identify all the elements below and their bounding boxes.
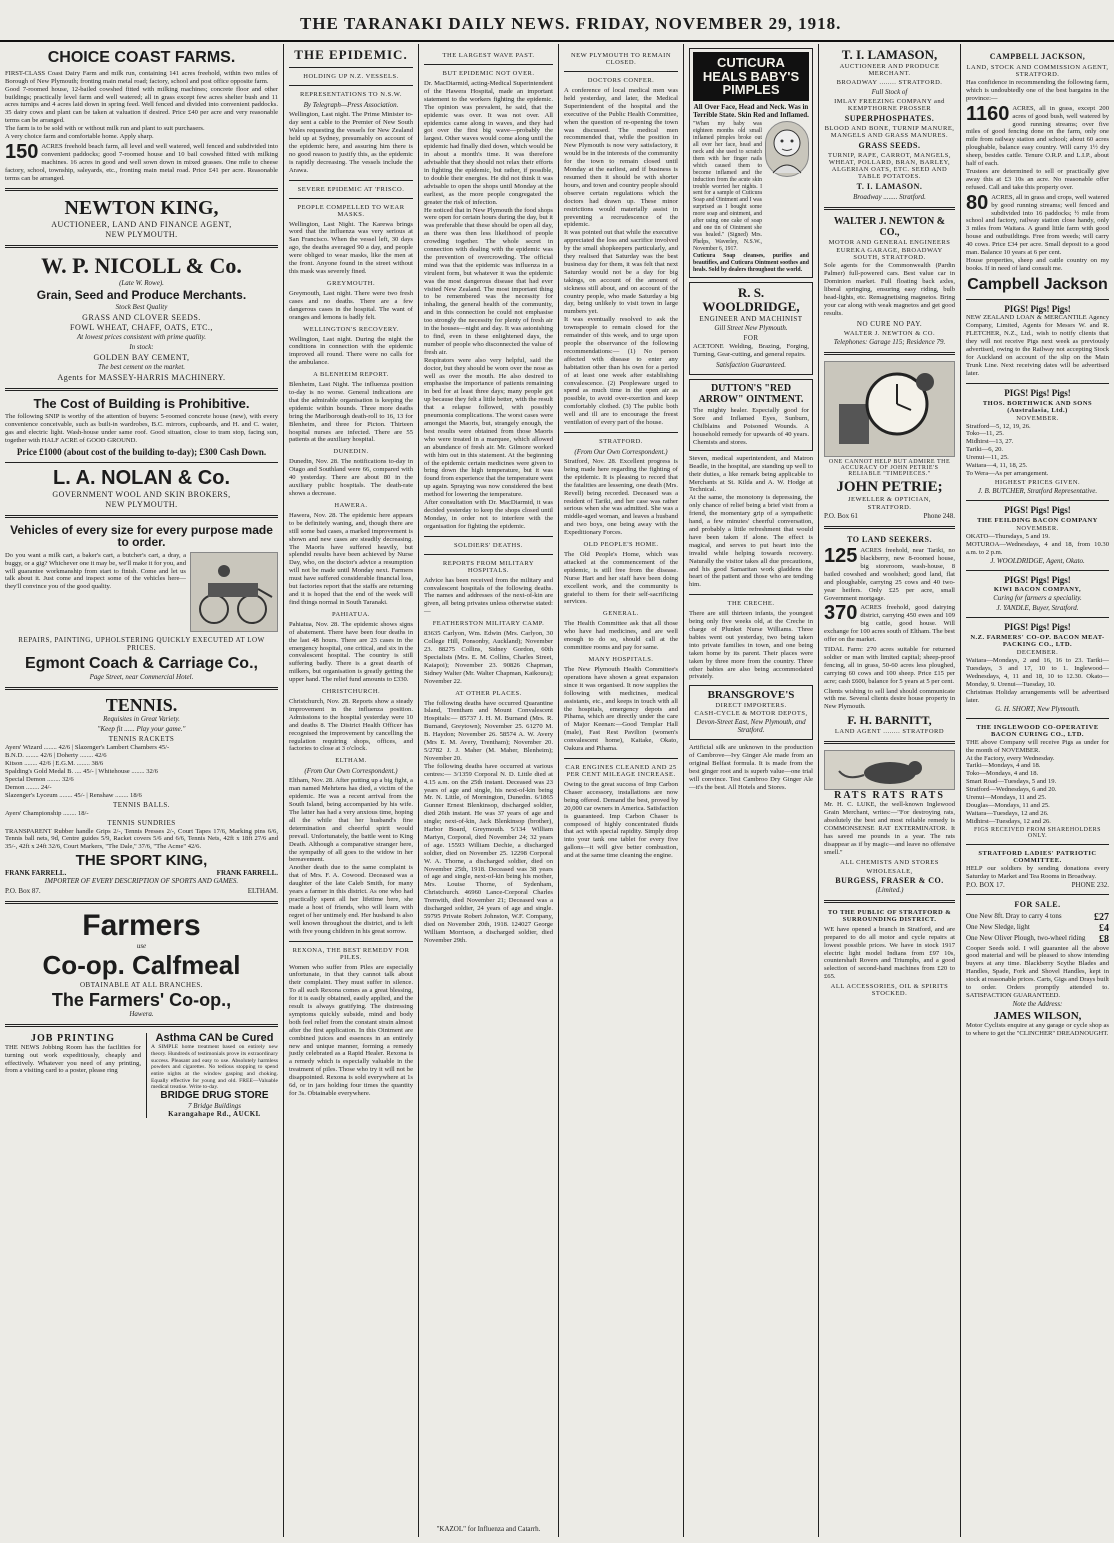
pigs-heading: PIGS! Pigs! Pigs!: [1004, 622, 1071, 633]
story-heading: PAHIATUA.: [331, 610, 371, 618]
story-heading: CAR ENGINES CLEANED AND 25 PER CENT MILEAGE INCREASE.: [565, 763, 677, 778]
ad-text: TRANSPARENT Rubber handle Grips 2/-, Tennis Presses 2/-, Court Tapes 17/6, Marking pins 6/6, Tennis ball nets, 9d, Centre guides 5/9, Racket covers 5/6 and 6/6, Tennis Nets, 42ft x 18ft 27/6 and 35/-, 42ft x 24ft 32/6, Court Markers, "The Dale," 37/6, "The Acme" 42/6.: [5, 827, 278, 851]
ad-title: W. P. NICOLL & Co.: [41, 253, 242, 279]
ad-line: FOWL WHEAT, CHAFF, OATS, ETC.,: [70, 323, 213, 333]
ad-subtitle: NEW PLYMOUTH.: [105, 499, 178, 509]
ad-text: Mr. H. C. LUKE, the well-known Inglewood Grain Merchant, writes:—"For destroying rats, absolutely the best and most reliable remedy is COMMONSENSE RAT EXTERMINATOR. It has saved me pounds in a year. The rats disappear as if by magic—and leave no offensive smell.": [824, 801, 955, 856]
ad-subtitle: EUREKA GARAGE, BROADWAY SOUTH, STRATFORD.: [836, 247, 943, 262]
ad-line: BLOOD AND BONE, TURNIP MANURE, MANGELS AND GRASS MANURES.: [824, 125, 955, 140]
ad-subtitle: Gill Street New Plymouth.: [714, 324, 788, 333]
clock-face-illustration: [824, 361, 955, 457]
ad-title: R. S. WOOLDRIDGE,: [702, 284, 800, 315]
ad-line: Agents for MASSEY-HARRIS MACHINERY.: [57, 373, 226, 383]
story-text: Owing to the great success of Imp Carbon Chaser accessory, installations are now being offered. Demand the best, proved by 20,000 car owners in America. Satisfaction is guaranteed. Imp Carbon Chaser is composed of highly concentrated fluids that act with special rapidity. Simply drop into your tank one tablet for every five gallons—it will give better combustion, and at the same time cleaning the engine.: [564, 780, 678, 860]
price-line: Spalding's Gold Medal B. .... 45/- | Whitehouse ........ 32/6: [5, 768, 158, 776]
ad-text: TIDAL Farm: 270 acres suitable for returned soldier or man with limited capital; sheep-proof fencing, all in grass, 50-60 acres less ploughed, carrying 60 cows and 100 sheep. Price £15 per acre; cash £600, balance for 5 years at 5 per cent.: [824, 646, 955, 685]
ad-title: Egmont Coach & Carriage Co.,: [25, 654, 258, 672]
ad-title: N.Z. FARMERS' CO-OP. BACON MEAT-PACKING CO., LTD.: [970, 634, 1105, 649]
story-text: The following deaths have occurred at various centres:— 3/1359 Corporal N. D. Little died at 4.15 a.m. on the 25th instant. Deceased was 23 years of age and single, his next-of-kin being Mr. N. Little, of Mornington, Dunedin. 6/1865 Gunner Ernest Blenkinsop, discharged soldier, died 26th instant. He was 37 years of age and single; next-of-kin, Jack Blenkinsop (brother), Harbor Board, Greymouth. 5/134 William Martyn, Corporal, died November 24; 32 years of age. 15593 William Dechie, a discharged soldier, died on November 25. 12298 Corporal W. A. Thorne, a discharged soldier, died on November 25th, 1918. Deceased was 38 years of age and single, next-of-kin being his mother, Mrs. Louise Thorne, of Sydenham, Christchurch. 46960 Lance-Corporal Charles Trenwith, died November 21; Deceased was a discharged soldier, 24 years of age and single. 59795 Private Robert Johnston, W.F. Company, died on November 20th, 1918. 124027 George William Morrison, a discharged soldier, died November 29th.: [424, 762, 553, 944]
story-text: A conference of local medical men was held yesterday, and later, the Medical Superintendent of the hospital and the executive of the Public Health Committee, when the question of re-opening the town was discussed. The medical men recommended that, while the position in New Plymouth is now very satisfactory, it would be in the interests of the community for the town to remain closed until Monday at the earliest, and if business is resumed then it should be with shorter hours, and town and country people should observe certain regulations which the doctors had drawn up. These minor restrictions would materially assist in preventing a recrudescence of the epidemic.: [564, 87, 678, 229]
story-heading: REPRESENTATIONS TO N.S.W.: [300, 91, 402, 99]
column-news-3: [419, 44, 558, 1535]
ad-text: THE above Company will receive Pigs as under for the month of NOVEMBER.: [966, 738, 1109, 754]
column-news-5: [684, 44, 818, 1535]
price-line: Demon ........ 24/-: [5, 783, 52, 791]
ad-subtitle: Karangahape Rd., AUCKL: [168, 1109, 261, 1118]
column-ads-left: [0, 44, 283, 1535]
schedule-line: Stratford—5, 12, 19, 26.: [966, 422, 1031, 430]
pigs-heading: PIGS! Pigs! Pigs!: [1004, 574, 1071, 585]
ad-subtitle: 7 Bridge Buildings: [188, 1101, 241, 1110]
ad-text: The mighty healer. Especially good for Sore and Inflamed Eyes, Sunburn, Chilblains and Poisoned Wounds. A household remedy for upwards of 40 years. Chemists and stores.: [693, 407, 809, 446]
ad-title: KIWI BACON COMPANY,: [993, 586, 1082, 594]
nicoll-ad: [5, 254, 278, 382]
ad-subtitle: All Over Face, Head and Neck. Was in Terrible State. Skin Red and Inflamed.: [693, 102, 809, 119]
byline: (From Our Own Correspondent.): [304, 767, 398, 776]
masthead-title: THE TARANAKI DAILY NEWS. FRIDAY, NOVEMBER 29, 1918.: [300, 14, 842, 33]
story-text: Advice has been received from the military and convalescent hospitals of the following deaths. The names and addresses of the next-of-kin are given, all being privates unless otherwise stated:—: [424, 576, 553, 616]
price-line: Special Demon ........ 32/6: [5, 775, 74, 783]
sale-item: One New Oliver Plough, two-wheel riding: [966, 933, 1086, 942]
ad-text: "When my baby was eighteen months old small inflamed pimples broke out all over her face, head and neck and she used to scratch them with her finger nails which caused them to become inflamed and the induction from the acute skin trouble worried her nights. I sent for a sample of Cuticura Soap and Ointment and I was surprised as I bought some more soap and ointment, and after using one cake of soap and one tin of Ointment she was healed." (Signed) Mrs. Phelps, Waverley, N.S.W., November 6, 1917.: [693, 120, 762, 253]
ad-subtitle: (Late W. Rowe).: [119, 278, 164, 287]
column-ads-6: [819, 44, 960, 1535]
ad-line: (Limited.): [875, 885, 904, 894]
ad-phone: PHONE 232.: [1071, 880, 1109, 889]
story-text: Greymouth, Last night. There were two fresh cases and no deaths. There are a few dangerous cases in the hospital. The want of oranges and lemons is badly felt.: [289, 289, 413, 321]
ad-title: THOS. BORTHWICK AND SONS (Australasia, Ltd.): [982, 399, 1093, 414]
ad-title: DUTTON'S "RED ARROW" OINTMENT.: [698, 383, 804, 406]
schedule-line: Douglas—Mondays, 11 and 25.: [966, 802, 1050, 809]
ad-name: BRIDGE DRUG STORE: [160, 1090, 269, 1102]
ad-text: Do you want a milk cart, a baker's cart, a butcher's cart, a dray, a buggy, or a gig? Whichever one it may be, we'll make it for you, and will guarantee workmanship from start to finish. Come and let us talk about it. Just come and inspect some of the vehicles here—they'll convince you of the good quality.: [5, 551, 186, 591]
ad-subtitle: LAND AGENT ........ STRATFORD: [834, 728, 945, 736]
tennis-ad: [5, 696, 278, 896]
story-text: Christchurch, Nov. 28. Reports show a steady improvement in the influenza position. Admissions to the hospital yesterday were 10 and deaths 8. The District Health Officer has recognised the improvement by cancelling the regulation requiring shops, offices, and factories to close at 3 o'clock.: [289, 698, 413, 753]
ad-title: Vehicles of every size for every purpose made to order.: [10, 522, 273, 550]
ad-text: THE NEWS Jobbing Room has the facilities for turning out work expeditiously, cheaply and effectively. Whatever you need of any printing, from a visiting card to a poster, please ring: [5, 1043, 141, 1075]
wooldridge-ad: [689, 282, 813, 375]
story-heading: THE LARGEST WAVE PAST.: [442, 52, 535, 59]
petrie-ad: [824, 361, 955, 521]
ad-text: A very choice farm and comfortable home. Apply sharp.: [5, 133, 154, 141]
acreage-number: 125: [824, 545, 858, 568]
ad-price: Price £1000 (about cost of the building to-day); £300 Cash Down.: [16, 446, 267, 457]
price-line: Slazenger's Lyceum ........ 45/- | Renshaw ........ 18/6: [5, 791, 142, 799]
schedule-line: Tariki—Mondays, 4 and 18.: [966, 762, 1041, 770]
ad-line: T. I. LAMASON.: [856, 182, 923, 192]
story-text: After consultation with Dr. MacDiarmid, it was decided yesterday to keep the shops closed until Monday, in order not to interfere with the organisation for fighting the epidemic.: [424, 499, 553, 530]
ad-line: Telephones: Garage 115; Residence 79.: [833, 337, 946, 346]
ad-text: Motor Cyclists enquire at any garage or cycle shop as to where to get the "CLINCHER" DREADNOUGHT.: [966, 1021, 1109, 1037]
story-text: At the same, the monotony is depressing, the only chance of relief being a brief visit from a friend, the momentary grip of a sympathetic hand, a few minutes' cheerful conversation, and probably a little refreshment that would have been taken if alone. The effect is magical, and serves to put heart into the invalid while helping towards recovery. Naturally the visitor takes all due precautions, and his good Samaritan work gladdens the heart of the patient and those who are tending him.: [689, 494, 813, 589]
ad-text: NEW ZEALAND LOAN & MERCANTILE Agency Company, Limited, Agents for Messrs W. and R. FLETCHER, N.Z., Ltd., wish to notify clients that they will not receive Pigs next week as previously advertised, owing to the Railway not accepting Stock for Auckland on account of the slip on the Main Trunk Line. Next receiving dates will be advertised later.: [966, 314, 1109, 377]
ad-box: P.O. BOX 17.: [966, 880, 1005, 889]
story-text: Artificial silk are unknown in the production of Cambrove—Ivy Ginger Ale made from an original Belfast formula. It is made from the best ginger root and is superb value—one trial will convince. Test Cambroo Dry Ginger Ale—it's the best. All Hotels and Stores.: [689, 744, 813, 792]
ad-box: P.O. Box 61: [824, 512, 858, 521]
choice-coast-farms-ad: [5, 50, 278, 182]
ad-line: NO CURE NO PAY.: [856, 319, 923, 328]
ad-text: Has confidence in recommending the following farm, which is undoubtedly one of the best bargains in the province:—: [966, 79, 1109, 102]
for-sale-ad: [966, 900, 1109, 1038]
column-epidemic: [284, 44, 418, 1535]
baby-portrait-image: [765, 121, 809, 177]
column-news-4: [559, 44, 683, 1535]
ad-line: J. WOOLDRIDGE, Agent, Okato.: [990, 556, 1085, 565]
ad-subtitle: MOTOR AND GENERAL ENGINEERS: [828, 239, 951, 247]
story-heading: SOLDIERS' DEATHS.: [454, 541, 523, 549]
lamason-ad: [824, 48, 955, 201]
ad-subtitle: "Keep fit ...... Play your game.": [97, 725, 186, 734]
ad-title: JOHN PETRIE;: [836, 478, 943, 495]
story-text: The Old People's Home, which was attacked at the commencement of the epidemic, is still free from the disease. Nurse Hart and her staff have been doing excellent work, and the community is grateful to them for their self-sacrificing services.: [564, 551, 678, 606]
newton-king-ad: [5, 197, 278, 239]
ad-title: STRATFORD LADIES' PATRIOTIC COMMITTEE.: [978, 849, 1097, 864]
story-text: Dunedin, Nov. 28. The notifications to-day in Otago and Southland were 66, compared with 40 yesterday. There are about 80 in the auxiliary public hospitals. The death-rate shows a decrease.: [289, 458, 413, 498]
ad-subtitle: ENGINEER AND MACHINIST: [699, 315, 803, 324]
sale-item: One New 8ft. Dray to carry 4 tons: [966, 911, 1062, 920]
sale-price: £4: [1099, 922, 1109, 934]
ad-subtitle: Page Street, near Commercial Hotel.: [89, 672, 194, 681]
ad-text: Cuticura Soap cleanses, purifies and beautifies, and Cuticura Ointment soothes and heals. Sold by dealers throughout the world.: [693, 253, 809, 273]
story-text: 83635 Carlyon, Wm. Edwin (Mrs. Carlyon, 30 College Hill, Ponsonby, Auckland); November 23. 88275 Collins, Sidney Gordon, 60th Specialists (Mrs. E. M. Collins, Charles Street, Kaiapoi); November 23. 90826 Chapman, Sidney Walter (Mr. Walter Chapman, Kaikoura); November 22.: [424, 630, 553, 685]
land-seekers-ad: [824, 535, 955, 735]
ad-text: ACETONE Welding, Brazing, Forging, Turning, Gear-cutting, and general repairs.: [693, 343, 809, 359]
story-heading: STRATFORD.: [599, 437, 643, 445]
farmers-calfmeal-ad: [5, 910, 278, 1018]
ad-text: WE have opened a branch in Stratford, and are prepared to do all motor and cycle repairs at lowest possible prices. We have in stock 1917 electric light model Indians from £97 10s, countershaft Rovers and Triumphs, and a good selection of second-hand machines from £20 to £65.: [824, 925, 955, 981]
footer-ad: "KAZOL" for Influenza and Catarrh.: [419, 1525, 558, 1533]
story-heading: MANY HOSPITALS.: [588, 656, 654, 663]
schedule-line: Urenui—Mondays, 11 and 25.: [966, 794, 1047, 802]
ad-logo: Campbell Jackson: [967, 275, 1108, 293]
schedule-line: Midhirst—13, 27.: [966, 438, 1014, 446]
byline: By Telegraph—Press Association.: [303, 101, 399, 110]
ad-text: Good 7-roomed house, 12-bailed cowshed fitted with milking machines; concrete floor and other buildings; practically level farm and well watered; all in grass except few acres shelter bush and 11 acres turnips and 4 acres laid down in spring feed. Well fenced and divided into convenient paddocks. 35 dairy cows and plant can be taken at valuation if desired. Price £40 per acre and very reasonable terms can be arranged.: [5, 85, 278, 125]
sale-item: One New Sledge, light: [966, 922, 1030, 931]
ad-text: Clients wishing to sell land should communicate with me. Several clients desire house property in New Plymouth.: [824, 687, 955, 711]
ad-title: WALTER J. NEWTON & CO.,: [833, 216, 946, 239]
acreage-number: 80: [966, 191, 989, 214]
ad-line: G. H. SHORT, New Plymouth.: [995, 704, 1080, 713]
pigs-heading: PIGS! Pigs! Pigs!: [1004, 504, 1071, 515]
story-heading: HOLDING UP N.Z. VESSELS.: [303, 73, 399, 81]
ad-title: JOB PRINTING: [31, 1032, 115, 1044]
ad-subtitle: STRATFORD.: [867, 504, 912, 512]
ad-text: ACRES, all in grass and crops, well watered by good running streams; well fenced and subdivided into 16 paddocks; ½ mile from school and factory, railway station close handy, only 3 miles from Waitara. A grand little farm with good house and outbuildings. Free from weeds; will carry 40 cows. Price £34 per acre. Small deposit to a good man. Balance 10 years at 6 per cent.: [966, 193, 1109, 257]
ad-title: BRANSGROVE'S: [707, 689, 795, 702]
ad-title: L. A. NOLAN & Co.: [52, 466, 231, 489]
ad-text: FIRST-CLASS Coast Dairy Farm and milk run, containing 141 acres freehold, within two miles of Borough of New Plymouth; fronting main metal road; factory, school and post office opposite farm.: [5, 69, 278, 85]
ad-subtitle: OBTAINABLE AT ALL BRANCHES.: [79, 980, 203, 989]
ad-title: Asthma CAN be Cured: [155, 1031, 274, 1044]
story-heading: DOCTORS CONFER.: [587, 77, 655, 84]
ad-title: FOR SALE.: [1014, 899, 1061, 909]
ad-line: J. YANDLE, Buyer, Stratford.: [996, 604, 1079, 613]
ad-line: J. B. BUTCHER, Stratford Representative.: [977, 486, 1098, 495]
ad-line: BURGESS, FRASER & CO.: [835, 875, 944, 885]
ad-name: FRANK FARRELL.: [5, 869, 67, 878]
ad-subtitle: JEWELLER & OPTICIAN,: [847, 496, 932, 504]
schedule-line: Smart Road—Tuesdays, 5 and 19.: [966, 778, 1057, 786]
story-text: Dr. MacDiarmid, acting-Medical Superintendent of the Hawera Hospital, made an important statement to the workers fighting the epidemic. The opinion was prevalent, he said, that the epidemic was over. It was not over. All epidemics came along in waves, and they had got over the first big wave—probably the largest. Other waves would come along until the epidemic had finally died down, which would be in about a month's time. It was therefore advisable that they should not relax their efforts in fighting the epidemic, but rather, if possible, to double their energies. He did not think it was advisable to open the shops until Monday at the earliest, as the more people congregated the greater the risk of infection.: [424, 80, 553, 206]
ad-title: The Cost of Building is Prohibitive.: [33, 396, 250, 412]
ad-line: FIGS RECEIVED FROM SHAREHOLDERS ONLY.: [973, 826, 1101, 839]
ad-phone: Phone 248.: [923, 512, 955, 521]
story-heading: HAWERA.: [334, 501, 368, 509]
ad-subtitle: Hawera.: [129, 1009, 154, 1018]
vehicles-ad: [5, 524, 278, 681]
ad-subtitle: DIRECT IMPORTERS.: [715, 702, 787, 710]
ad-text: The farm is to be sold with or without milk run and plant to suit purchasers.: [5, 125, 205, 133]
ad-box: P.O. Box 87.: [5, 887, 41, 896]
story-text: Wellington, Last Night. The Karewa brings word that the influenza was very serious at San Francisco. When the vessel left, 30 days ago, the deaths averaged 90 a day, and people were obliged to wear masks, like the men at the front. Anyone found in the street without this mask was severely fined.: [289, 220, 413, 275]
motor-repairs-ad: [824, 909, 955, 997]
ad-title: Co-op. Calfmeal: [42, 949, 241, 980]
rat-exterminator-ad: [824, 750, 955, 893]
ad-line: NOVEMBER.: [1016, 524, 1059, 532]
rat-illustration: [824, 750, 955, 790]
acreage-number: 370: [824, 602, 858, 625]
ad-heading: TENNIS SUNDRIES: [107, 818, 176, 827]
sale-price: £27: [1094, 911, 1109, 923]
walter-newton-ad: [824, 216, 955, 345]
ad-title: The Farmers' Co-op.,: [51, 989, 232, 1010]
ad-line: Note the Address:: [1012, 999, 1063, 1008]
ad-text: ACRES, all in grass, except 200 acres of good bush, well watered by good running streams; over five miles of good fencing done on the farm, only one mile from railway station and school; about 60 acres ploughable, balance easy country. Will carry 1½ dry sheep, besides cattle. Tenure O.R.P. and L.I.P., about half of each.: [966, 104, 1109, 168]
ad-subtitle: CASH-CYCLE & MOTOR DEPOTS,: [694, 710, 808, 718]
story-heading: SEVERE EPIDEMIC AT 'FRISCO.: [297, 185, 405, 193]
schedule-line: Toko—11, 25.: [966, 430, 1004, 438]
ad-title: CAMPBELL JACKSON,: [989, 52, 1086, 61]
campbell-jackson-ad: [966, 52, 1109, 294]
story-heading: FEATHERSTON MILITARY CAMP.: [432, 620, 545, 628]
ad-line: WALTER J. NEWTON & CO.: [843, 329, 936, 337]
ad-name: JAMES WILSON,: [993, 1009, 1082, 1022]
asthma-ad: [146, 1033, 278, 1118]
story-heading: GENERAL.: [603, 610, 639, 618]
story-text: The following deaths have occurred Quarantine Island, Trentham and Mount Convalescent Hospitals:— 85737 J. H. M. Burnand (Mrs. R. Burnand, Greytown); November 25. 61270 M. B. Haydon; November 26. 58574 A. W. Avery (Mrs E. M. Avery, Trentham); November 20. 5/2782 J. J. Maher (M. Maher, Blenheim); November 20.: [424, 699, 553, 762]
cuticura-ad: [689, 48, 813, 278]
ad-line: REPAIRS, PAINTING, UPHOLSTERING QUICKLY EXECUTED AT LOW PRICES.: [18, 635, 265, 652]
schedule-line: To Wera—As per arrangement.: [966, 470, 1049, 478]
ad-heading: TENNIS BALLS.: [112, 800, 171, 809]
ad-subtitle: IMPORTER OF EVERY DESCRIPTION OF SPORTS AND GAMES.: [44, 877, 239, 886]
story-heading: A BLENHEIM REPORT.: [313, 371, 389, 379]
story-heading: THE CRECHE.: [727, 600, 775, 608]
ad-subtitle: Devon-Street East, New Plymouth, and Stratford.: [696, 718, 806, 735]
ad-title: T. I. LAMASON,: [841, 47, 938, 62]
price-line: Kitson ........ 42/6 | E.G.M. ........ 38/6: [5, 760, 104, 768]
ad-title: TO LAND SEEKERS.: [847, 535, 932, 545]
page-title: THE EPIDEMIC.: [294, 47, 408, 62]
ad-heading: Grain, Seed and Produce Merchants.: [36, 287, 247, 302]
cost-of-building-ad: [5, 397, 278, 456]
pigs-heading: PIGS! Pigs! Pigs!: [1004, 303, 1071, 314]
story-heading: GREYMOUTH.: [326, 279, 376, 287]
story-heading: WELLINGTON'S RECOVERY.: [303, 325, 399, 333]
ad-line: NOVEMBER.: [1016, 414, 1059, 422]
story-text: The Health Committee ask that all those who have had medicines, and are well enough to do so, should call at the committee rooms and pay for same.: [564, 620, 678, 652]
ad-line: At lowest prices consistent with prime quality.: [77, 333, 206, 342]
ad-title: CHOICE COAST FARMS.: [47, 49, 236, 66]
story-text: Women who suffer from Piles are especially unfortunate, in that they cannot talk about their complaint. They must suffer in silence. To all such Rexona comes as a great blessing, for it is easily obtained, easily applied, and the result is always gratifying. The distressing symptoms quickly subside, mind and body both feel relief from the constant strain almost after the first application. In this Ointment are combined juices and essences in an entirely new and unique manner, forming a remedy justly celebrated as a Rapid Healer. Rexona is a remedy which is especially valuable in the treatment of piles. Those who try it will not be disappointed. Rexona is sold everywhere at 1s 6d, or in jars holding four times the quantity for 3s. Obtainable everywhere.: [289, 963, 413, 1098]
story-text: It was pointed out that while the executive appreciated the loss and sacrifice involved by the small shopkeepers particularly, and they realised that Saturday was the best business day for them, it was felt that next Saturday would not be a day for big takings, on account of the amount of sickness still about, and on account of the country people, who made Saturday a big day, being unlikely to visit town in large numbers yet.: [564, 229, 678, 316]
schedule-line: At the Factory, every Wednesday.: [966, 754, 1055, 762]
acreage-number: 1160: [966, 102, 1010, 125]
ad-name: F. H. BARNITT,: [847, 713, 932, 728]
story-heading: DUNEDIN.: [333, 448, 369, 456]
ad-line: Curing for farmers a speciality.: [993, 594, 1082, 603]
ad-subtitle: Requisites in Great Variety.: [103, 715, 180, 724]
schedule-text: Waitara—Mondays, 2 and 16, 16 to 23. Tariki—Tuesdays, 3 and 17, 10 to 1. Inglewood—Wednesdays, 4, 11 and 18, 10 to 12.30. Okato—Monday, 9. Urenui—Tuesday, 10.: [966, 657, 1109, 689]
ad-title: CUTICURA HEALS BABY'S PIMPLES: [693, 52, 809, 101]
pigs-heading: PIGS! Pigs! Pigs!: [1004, 387, 1071, 398]
story-text: Respirators were also very helpful, said the doctor, but they should be worn over the nose as well as over the mouth. He also desired to emphasise the importance of patients remaining in bed for at least three days; many people got up because they felt a little better, with the result that a relapse followed, with possibly pneumonia complications. The worst cases were amongst the Maoris, but, strangely enough, the best results were obtained from those Maoris who were treated in a marquee, which allowed an abundance of fresh air. Mr. Gilmore worked with him out in this statement. At the beginning of the epidemic certain medicines were given to bring down the high temperature, but it was found from experience that the temperature went up again. Spraying was now considered the best method for lowering the temperature.: [424, 356, 553, 499]
story-text: He noticed that in New Plymouth the food shops were open for certain hours during the day, but it was preferable that these should be open all day, as there was then less likelihood of people crowding together. The whole secret in connection with dealing with the epidemic was the prevention of overcrowding. The official mind was that the epidemic was influenza in a virulent form, but whatever it was the epidemic was the most dangerous disease that had ever visited New Zealand. The most important thing to be remembered was the necessity for inhaling, the general health of the community, and in this connection he could not emphasise too strongly the necessity for plenty of fresh air in the houses—night and day. It was astonishing to find, even in these enlightened days, the number of people who disconnected the value of fresh air.: [424, 206, 553, 356]
ad-line: WHOLESALE,: [866, 867, 913, 875]
ad-line: FOR: [743, 334, 759, 343]
ad-text: The following SNIP is worthy of the attention of buyers: 5-roomed concrete house (new), with every convenience conceivable, such as built-in wardrobes, B.C. mirrors, cupboards, and H. and C. water, gas and electric light. Wash-house under same roof. Good situation, close to tram stop, facing sun, together with HALF ACRE of GOOD GROUND.: [5, 412, 278, 444]
story-heading: NEW PLYMOUTH TO REMAIN CLOSED.: [570, 52, 672, 66]
ad-name: FRANK FARRELL.: [216, 869, 278, 878]
ad-text: ACRES freehold, near Tariki, no blackberry, new 8-roomed house, big storeroom, wash-house, 8 bailed cowshed and woolshed; good land, flat and ploughable, carrying 25 cows and 40 two-year heifers. Only £25 per acre, small Government mortgage.: [824, 547, 955, 602]
ad-title: TENNIS.: [105, 694, 178, 715]
ad-heading: TENNIS RACKETS: [108, 735, 175, 744]
ad-text: House properties, sheep and cattle country on my books. If in need of land consult me.: [966, 256, 1109, 272]
schedule-line: Tariki—6, 20.: [966, 446, 1004, 454]
schedule-line: Stratford—Wednesdays, 6 and 20.: [966, 786, 1057, 794]
schedule-line: Waitara—Tuesdays, 12 and 26.: [966, 809, 1049, 817]
ad-line: GOLDEN BAY CEMENT,: [93, 353, 190, 363]
cart-illustration: [190, 552, 278, 632]
sale-price: £8: [1099, 933, 1109, 945]
ad-line: ALL CHEMISTS AND STORES: [840, 858, 939, 866]
ad-text: A SIMPLE home treatment based on entirely new theory. Hundreds of testimonials prove its extraordinary success. Pleasant and easy to use. Absolutely harmless powders and cigarettes. No tedious stopping to spend entire nights at the window gasping and choking. Equally effective for young and old. FREE—Valuable medical treatise. Write to-day.: [151, 1044, 278, 1091]
ad-line: In stock:: [129, 343, 154, 352]
ad-town: ELTHAM.: [247, 887, 278, 896]
ad-line: SUPERPHOSPHATES.: [844, 114, 935, 124]
schedule-line: Urenui—11, 25.: [966, 454, 1009, 462]
ad-title: Farmers: [82, 909, 201, 943]
byline: (From Our Own Correspondent.): [574, 447, 668, 456]
story-text: It was eventually resolved to ask the townspeople to remain closed for the remainder of this week, and to urge upon people the observance of the following recommendations:— (1) No person affected with disease to enter any habitation other than his own for a period of at least one week after establishing convalescence. (2) Peopleware urged to spend as much time in the open air as possible, to avoid over-exertion and keep comfortably clothed. (3) The public both well and ill are to encourage the freest ventilation of every part of the house.: [564, 316, 678, 427]
masthead: [0, 0, 1114, 42]
story-text: Steven, medical superintendent, and Matron Beadle, in the hospital, are standing up well to their duties, a like remark being applicable to Merchants at St. Kilda and A. W. Hodge at Technical.: [689, 454, 813, 494]
story-text: Wellington, Last night. The Prime Minister to-day sent a cable to the Premier of New South Wales requesting the vessels for New Zealand held up at Sydney, presumably on account of the epidemic here, and assuring him there is no good reason to justify this, as the epidemic is rapidly decreasing. The vessels include the Arawa.: [289, 111, 413, 174]
story-text: Wellington, Last night. During the night the conditions in connection with the epidemic improved all round. There were no calls for the ambulance.: [289, 335, 413, 367]
ad-subtitle: NEW PLYMOUTH.: [105, 230, 178, 240]
story-heading: CHRISTCHURCH.: [321, 688, 381, 696]
price-line: B.N.D. ........ 42/6 | Doherty ........ 42/6: [5, 752, 107, 760]
ad-title: TO THE PUBLIC OF STRATFORD & SURROUNDING DISTRICT.: [827, 908, 952, 923]
story-text: There are still thirteen infants, the youngest being only five weeks old, at the Creche in charge of Plunket Nurse Williams. Three babies went out yesterday, two being taken into private families in town, and one being taken home by its parent. Their places were taken by three more from the country. Three other babies are also being accommodated privately.: [689, 610, 813, 681]
ad-address: BROADWAY ........ STRATFORD.: [836, 79, 943, 87]
ad-title: RATS RATS RATS: [834, 790, 945, 802]
ad-subtitle: GOVERNMENT WOOL AND SKIN BROKERS,: [52, 489, 231, 499]
schedule-line: Toko—Mondays, 4 and 18.: [966, 770, 1039, 778]
ad-title: NEWTON KING,: [64, 197, 219, 220]
ad-text: HELP our soldiers by sending donations every Saturday to Market and Tea Rooms in Broadway.: [966, 864, 1109, 880]
acreage-number: 150: [5, 140, 39, 163]
ad-line: IMLAY FREEZING COMPANY and KEMPTHORNE PROSSER: [834, 98, 945, 113]
schedule-line: Waitara—4, 11, 18, 25.: [966, 462, 1028, 470]
ad-line: TURNIP, RAPE, CARROT, MANGELS, WHEAT, POLLARD, BRAN, BARLEY, ALGERIAN OATS, ETC. SEED AND TABLE POTATOES.: [827, 152, 952, 181]
ad-caption: ONE CANNOT HELP BUT ADMIRE THE ACCURACY OF JOHN PETRIE'S RELIABLE "TIMEPIECES.": [828, 458, 951, 477]
ad-text: Trustees are determined to sell or practically give away this at £3 10s an acre. No reasonable offer refused. Call and take this property over.: [966, 167, 1109, 191]
schedule-line: MOTUROA—Wednesdays, 4 and 18, from 10.30 a.m. to 2 p.m.: [966, 540, 1109, 556]
column-ads-7: [961, 44, 1114, 1535]
ad-line: The best cement on the market.: [97, 363, 186, 372]
story-text: Blenheim, Last Night. The influenza position to-day is no worse. General indications are that the admirable organisation is keeping the epidemic within bounds. Three more deaths bring the Marlborough death-roll to 16, 13 for Blenheim, and three for Picton. Thirteen hospital nurses are infected. There are 55 patients at the auxiliary hospital.: [289, 381, 413, 444]
ad-line: ALL ACCESSORIES, OIL & SPIRITS STOCKED.: [830, 983, 949, 998]
ad-line: Satisfaction Guaranteed.: [716, 361, 786, 370]
story-heading: PEOPLE COMPELLED TO WEAR MASKS.: [297, 203, 405, 218]
price-line: Ayers' Wizard ........ 42/6 | Slazenger's Lambert Chambers 45/-: [5, 744, 170, 752]
ad-line: Broadway ........ Stratford.: [853, 193, 926, 202]
ad-subtitle: AUCTIONEER, LAND AND FINANCE AGENT,: [51, 220, 232, 230]
ad-title: THE SPORT KING,: [75, 852, 208, 870]
ad-subtitle: use: [136, 941, 147, 950]
story-heading: OLD PEOPLE'S HOME.: [583, 541, 659, 549]
story-text: Another death due to the same complaint is that of Mrs. F. A. Cowood. Deceased was a daughter of the late Caleb Smith, for many years a farmer in this district. As one who had practically spent all her lifetime here, she made a host of friends, who will learn with regret of her untimely end. Her husband is also well known throughout the district, and is left with five young children in his great sorrow.: [289, 864, 413, 935]
ad-subtitle: AUCTIONEER AND PRODUCE MERCHANT.: [839, 63, 940, 78]
ad-line: Stock Best Quality: [115, 303, 168, 312]
ad-text: Cooper Seeds sold. I will guarantee all the above good material and will be pleased to show intending buyers at any time. Blackberry Scythe Blades and Handles, Spade, Fork and Shovel Handles, kept in stock at reasonable prices. Carts, Gigs and Drays built to order. Orders promptly attended to. SATISFACTION GUARANTEED.: [966, 944, 1109, 999]
story-text: Pahiatua, Nov. 28. The epidemic shows signs of abatement. There have been four deaths in the last 48 hours. There are 23 cases in the emergency hospital, one critical, and six in the convalescent hospital. The country is still suffering badly. There is a great dearth of milkers, but organisation is greatly getting the upper hand. The relief fund amounts to £330.: [289, 620, 413, 684]
ad-text: Sole agents for the Commonwealth (Pardin Palmer) full-powered cars. Best value car in Dominion market. Full floating back axles, liberal springing, ensuring easy riding, bulb head-lights, etc. Remagnetising magnetos. Bring your car along with weak magnetos and get good results.: [824, 262, 955, 317]
story-heading: REPORTS FROM MILITARY HOSPITALS.: [442, 559, 535, 574]
story-text: Hawera, Nov. 28. The epidemic here appears to be definitely waning, and, though there are still some bad cases, a marked improvement is shown and new cases are steadily decreasing. The Maoris have suffered heavily, but splendid results have been achieved by Nurse Day, who, on the doctor's advice a resumption will not be made until Monday next. Farmers must have suffered considerable financial loss, but factories report that the staffs are returning and it is hoped that the end of the week will find things normal in South Taranaki.: [289, 511, 413, 606]
ad-title: THE FEILDING BACON COMPANY: [977, 516, 1098, 524]
story-text: The New Plymouth Health Committee's operations have shown a great expansion since it was organised. It now supplies the following with medicines, medical assistants, etc., and keeps in touch with all the hospitals, emergency depots and Pihama, which are directly under the care of Major Keenan:—Good Templar Hall (male), Fast Rest Pavilion (women's convalescent home), Kaitake, Okato, Oakura and Pihama.: [564, 666, 678, 753]
story-heading: BUT EPIDEMIC NOT OVER.: [442, 70, 535, 77]
nolan-ad: [5, 468, 278, 509]
job-printing-ad: [5, 1033, 141, 1118]
story-text: Eltham, Nov. 28. After putting up a big fight, a man named Mehrtens has died, a victim of the epidemic. He was a recent arrival from the South Island, being accompanied by his wife. The latter has had a very anxious time, hoping all the while that her husband's fine determination and cheerful spirit would prevail. Unfortunately, the battle went to King Death. Although a comparative stranger here, the sympathy of all goes to the widow in her bereavement.: [289, 777, 413, 864]
schedule-line: OKATO—Thursdays, 5 and 19.: [966, 532, 1050, 540]
story-text: Stratford, Nov. 28. Excellent progress is being made here regarding the fighting of the epidemic. It is pleasing to record that the fatalities are lessening, one death (Mrs. Revell) being recorded. Deceased was a resident of Tariki, and her case was rather serious when she was admitted. She was a middle-aged woman, and leaves a husband and two boys, one being away with the Expeditionary Forces.: [564, 457, 678, 537]
story-heading: REXONA, THE BEST REMEDY FOR PILES.: [292, 946, 410, 961]
ad-line: DECEMBER.: [1016, 649, 1059, 657]
ad-title: THE INGLEWOOD CO-OPERATIVE BACON CURING CO., LTD.: [976, 723, 1099, 738]
ad-text: ACRES freehold, good dairying district, carrying 450 ewes and 109 big cattle, good house. Will exchange for 100 acres south of Eltham. The best offer on the market.: [824, 604, 955, 644]
story-heading: AT OTHER PLACES.: [455, 689, 522, 697]
schedule-line: Midhirst—Tuesdays, 12 and 26.: [966, 817, 1051, 825]
story-heading: ELTHAM.: [335, 757, 367, 765]
dutton-ad: [689, 379, 813, 451]
ad-line: GRASS AND CLOVER SEEDS.: [82, 313, 201, 323]
ad-text: Christmas Holiday arrangements will be advertised later.: [966, 688, 1109, 704]
ad-line: GRASS SEEDS.: [858, 141, 921, 151]
ad-subtitle: LAND, STOCK AND COMMISSION AGENT, STRATFORD.: [966, 64, 1109, 78]
price-line: Ayers' Championship ........ 18/-: [5, 809, 89, 817]
ad-line: Full Stock of: [871, 88, 908, 97]
bransgrove-ad: [689, 685, 813, 740]
ad-line: HIGHEST PRICES GIVEN.: [994, 478, 1081, 486]
ad-text: ACRES freehold beach farm, all level and well watered, well fenced and subdivided into convenient paddocks; good 7-roomed house and 10 bail cowshed fitted with milking machines. 16 acres in good and well sown down in mixed grasses. One mile to cheese factory, school, township, saleyards, etc., fronting main metal road. Price £41 per acre. Reasonable terms can be arranged.: [5, 142, 278, 182]
